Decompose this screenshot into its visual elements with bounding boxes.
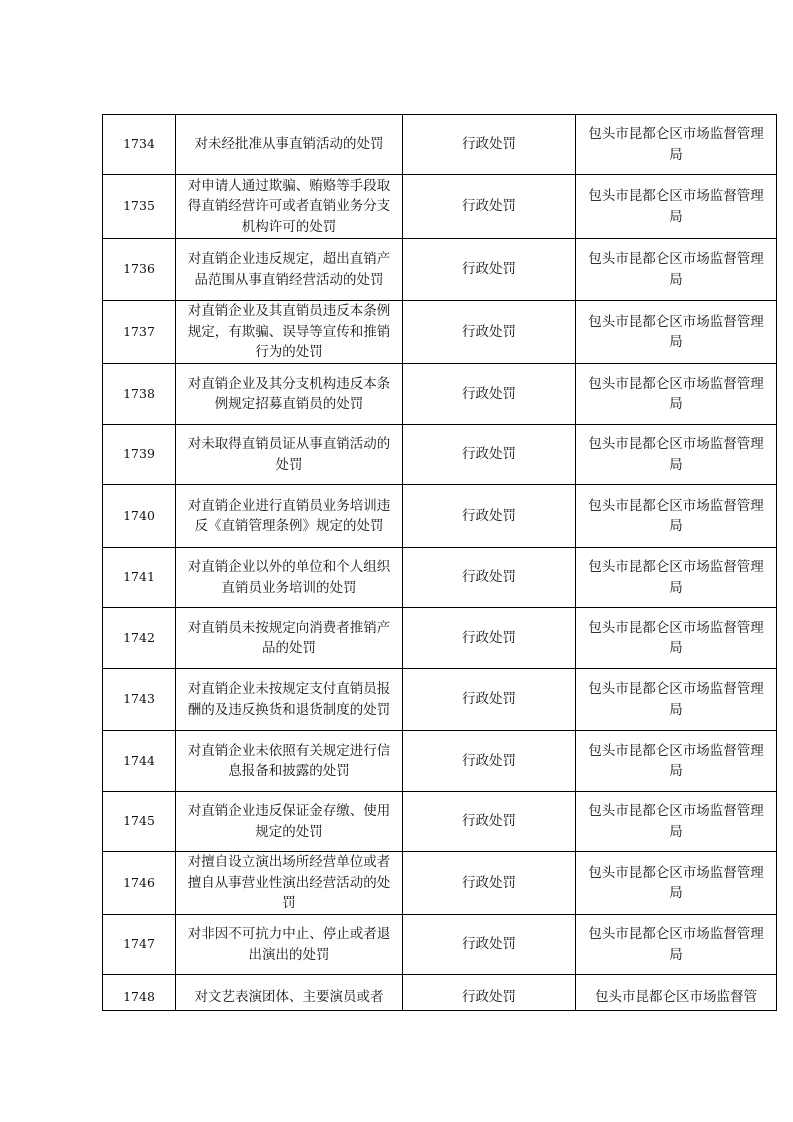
row-number: 1748 — [103, 975, 176, 1011]
responsible-department: 包头市昆都仑区市场监督管理局 — [576, 115, 777, 175]
item-type: 行政处罚 — [403, 852, 576, 915]
responsible-department: 包头市昆都仑区市场监督管理局 — [576, 608, 777, 669]
table-row — [103, 669, 777, 731]
item-type: 行政处罚 — [403, 975, 576, 1011]
item-type: 行政处罚 — [403, 301, 576, 364]
table-row — [103, 792, 777, 852]
row-number: 1742 — [103, 608, 176, 669]
table-row — [103, 301, 777, 364]
table-row — [103, 485, 777, 548]
row-number: 1747 — [103, 915, 176, 975]
row-number: 1737 — [103, 301, 176, 364]
responsible-department: 包头市昆都仑区市场监督管理局 — [576, 731, 777, 792]
item-name: 对直销员未按规定向消费者推销产品的处罚 — [176, 608, 403, 669]
item-type: 行政处罚 — [403, 115, 576, 175]
item-name: 对直销企业未按规定支付直销员报酬的及违反换货和退货制度的处罚 — [176, 669, 403, 731]
responsible-department: 包头市昆都仑区市场监督管 — [576, 975, 777, 1011]
table-row — [103, 608, 777, 669]
item-type: 行政处罚 — [403, 485, 576, 548]
responsible-department: 包头市昆都仑区市场监督管理局 — [576, 852, 777, 915]
item-name: 对直销企业未依照有关规定进行信息报备和披露的处罚 — [176, 731, 403, 792]
item-name: 对未取得直销员证从事直销活动的处罚 — [176, 425, 403, 485]
item-type: 行政处罚 — [403, 175, 576, 239]
responsible-department: 包头市昆都仑区市场监督管理局 — [576, 669, 777, 731]
responsible-department: 包头市昆都仑区市场监督管理局 — [576, 425, 777, 485]
table-row — [103, 731, 777, 792]
row-number: 1734 — [103, 115, 176, 175]
row-number: 1735 — [103, 175, 176, 239]
table-row — [103, 115, 777, 175]
item-type: 行政处罚 — [403, 731, 576, 792]
responsible-department: 包头市昆都仑区市场监督管理局 — [576, 364, 777, 425]
item-name: 对直销企业违反保证金存缴、使用规定的处罚 — [176, 792, 403, 852]
item-name: 对直销企业违反规定，超出直销产品范围从事直销经营活动的处罚 — [176, 239, 403, 301]
item-type: 行政处罚 — [403, 548, 576, 608]
responsible-department: 包头市昆都仑区市场监督管理局 — [576, 175, 777, 239]
item-name: 对直销企业及其分支机构违反本条例规定招募直销员的处罚 — [176, 364, 403, 425]
table-body — [103, 115, 777, 1011]
item-name: 对擅自设立演出场所经营单位或者擅自从事营业性演出经营活动的处罚 — [176, 852, 403, 915]
row-number: 1739 — [103, 425, 176, 485]
table-row — [103, 239, 777, 301]
item-type: 行政处罚 — [403, 915, 576, 975]
item-name: 对直销企业以外的单位和个人组织直销员业务培训的处罚 — [176, 548, 403, 608]
item-type: 行政处罚 — [403, 364, 576, 425]
row-number: 1738 — [103, 364, 176, 425]
row-number: 1743 — [103, 669, 176, 731]
row-number: 1740 — [103, 485, 176, 548]
responsible-department: 包头市昆都仑区市场监督管理局 — [576, 301, 777, 364]
table-row — [103, 915, 777, 975]
row-number: 1744 — [103, 731, 176, 792]
row-number: 1736 — [103, 239, 176, 301]
responsible-department: 包头市昆都仑区市场监督管理局 — [576, 485, 777, 548]
table-row — [103, 852, 777, 915]
item-name: 对直销企业及其直销员违反本条例规定，有欺骗、误导等宣传和推销行为的处罚 — [176, 301, 403, 364]
authority-list-table — [102, 114, 777, 1011]
row-number: 1746 — [103, 852, 176, 915]
table-row — [103, 364, 777, 425]
item-type: 行政处罚 — [403, 425, 576, 485]
responsible-department: 包头市昆都仑区市场监督管理局 — [576, 792, 777, 852]
item-type: 行政处罚 — [403, 608, 576, 669]
item-name: 对文艺表演团体、主要演员或者 — [176, 975, 403, 1011]
responsible-department: 包头市昆都仑区市场监督管理局 — [576, 915, 777, 975]
row-number: 1741 — [103, 548, 176, 608]
table-row — [103, 425, 777, 485]
item-type: 行政处罚 — [403, 792, 576, 852]
row-number: 1745 — [103, 792, 176, 852]
responsible-department: 包头市昆都仑区市场监督管理局 — [576, 548, 777, 608]
item-type: 行政处罚 — [403, 239, 576, 301]
item-name: 对非因不可抗力中止、停止或者退出演出的处罚 — [176, 915, 403, 975]
responsible-department: 包头市昆都仑区市场监督管理局 — [576, 239, 777, 301]
table-row — [103, 175, 777, 239]
item-name: 对未经批准从事直销活动的处罚 — [176, 115, 403, 175]
item-name: 对直销企业进行直销员业务培训违反《直销管理条例》规定的处罚 — [176, 485, 403, 548]
item-name: 对申请人通过欺骗、贿赂等手段取得直销经营许可或者直销业务分支机构许可的处罚 — [176, 175, 403, 239]
table-row — [103, 548, 777, 608]
table-row — [103, 975, 777, 1011]
item-type: 行政处罚 — [403, 669, 576, 731]
